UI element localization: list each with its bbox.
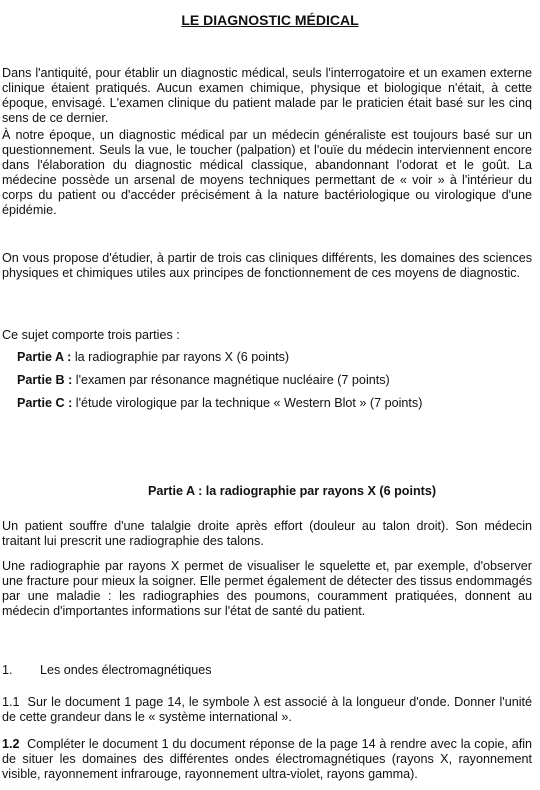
part-label: Partie A : [17, 350, 72, 364]
document-title: LE DIAGNOSTIC MÉDICAL [181, 12, 359, 28]
intro-paragraph-3: On vous propose d'étudier, à partir de trois cas cliniques différents, les domaines des sciences physiques et chimiques utiles aux principes de fonctionnement de ces moyens de diagnostic. [2, 251, 532, 280]
question-1-1 [2, 695, 532, 725]
part-list-item-c [17, 396, 422, 411]
part-list-item-b [17, 373, 390, 388]
question-1-2 [2, 737, 532, 782]
section-title: Les ondes électromagnétiques [40, 663, 212, 677]
question-number: 1.1 [2, 695, 20, 709]
question-text: Sur le document 1 page 14, le symbole λ est associé à la longueur d'onde. Donner l'unité de cette grandeur dans le « système international ». [2, 695, 532, 724]
question-text: Compléter le document 1 du document réponse de la page 14 à rendre avec la copie, afin de situer les domaines des différentes ondes électromagnétiques (rayons X, rayonnement visible, rayonnement infrarouge, rayonnement ultra-violet, rayons gamma). [2, 737, 532, 781]
intro-paragraph-1: Dans l'antiquité, pour établir un diagnostic médical, seuls l'interrogatoire et un examen externe clinique étaient pratiqués. Aucun examen chimique, physique et biologique n'était, à cette époque, envisagé. L'examen clinique du patient malade par le praticien était basé sur les cinq sens de ce dernier. [2, 66, 532, 125]
question-number: 1.2 [2, 737, 20, 751]
part-label: Partie C : [17, 396, 73, 410]
part-a-paragraph-1: Un patient souffre d'une talalgie droite après effort (douleur au talon droit). Son médecin traitant lui prescrit une radiographie des talons. [2, 519, 532, 548]
part-text: l'examen par résonance magnétique nucléaire (7 points) [72, 373, 390, 387]
part-a-paragraph-2: Une radiographie par rayons X permet de visualiser le squelette et, par exemple, d'observer une fracture pour mieux la soigner. Elle permet également de détecter des tissus endommagés par une maladie : les radiographies des poumons, couramment pratiquées, donnent au médecin d'importantes informations sur l'état de santé du patient. [2, 559, 532, 618]
part-text: l'étude virologique par la technique « Western Blot » (7 points) [72, 396, 423, 410]
section-number: 1. [2, 663, 13, 677]
section-1-heading [2, 663, 532, 678]
part-text: la radiographie par rayons X (6 points) [71, 350, 290, 364]
intro-paragraph-2: À notre époque, un diagnostic médical par un médecin généraliste est toujours basé sur un questionnement. Seuls la vue, le toucher (palpation) et l'ouïe du médecin interviennent encore dans l'élaboration du diagnostic médical classique, abandonnant l'odorat et le goût. La médecine possède un arsenal de moyens techniques permettant de « voir » à l'intérieur du corps du patient ou d'accéder précisément à la nature bactériologique ou virologique d'une épidémie. [2, 128, 532, 217]
structure-lead: Ce sujet comporte trois parties : [2, 328, 180, 342]
part-a-heading: Partie A : la radiographie par rayons X (6 points) [147, 484, 437, 498]
part-label: Partie B : [17, 373, 73, 387]
part-list-item-a [17, 350, 289, 365]
